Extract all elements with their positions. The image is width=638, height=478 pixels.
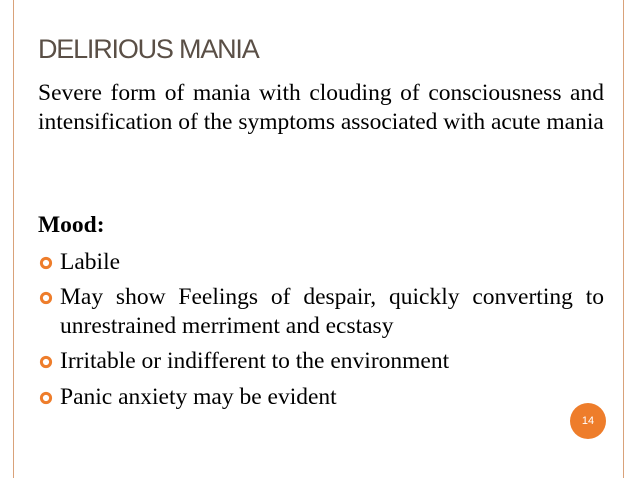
left-frame-line [13,0,14,478]
ring-bullet-icon [39,383,53,412]
bullet-item [38,347,604,376]
slide-title: DELIRIOUS MANIA [38,34,259,64]
ring-bullet-icon [39,283,53,312]
bullet-text: Panic anxiety may be evident [60,384,337,410]
bullet-item [38,248,604,277]
bullet-text: Labile [60,249,121,275]
right-frame-line [623,0,624,478]
bullet-item [38,383,604,412]
ring-bullet-icon [39,347,53,376]
page-number-badge: 14 [570,403,606,439]
bullet-list [38,248,604,418]
bullet-text: May show Feelings of despair, quickly converting to unrestrained merriment and ecstasy [60,284,604,339]
bullet-item [38,283,604,341]
description-paragraph: Severe form of mania with clouding of consciousness and intensification of the symptoms associated with acute mania [38,80,604,135]
ring-bullet-icon [39,248,53,277]
bullet-text: Irritable or indifferent to the environment [60,348,450,374]
mood-heading: Mood: [38,212,105,238]
